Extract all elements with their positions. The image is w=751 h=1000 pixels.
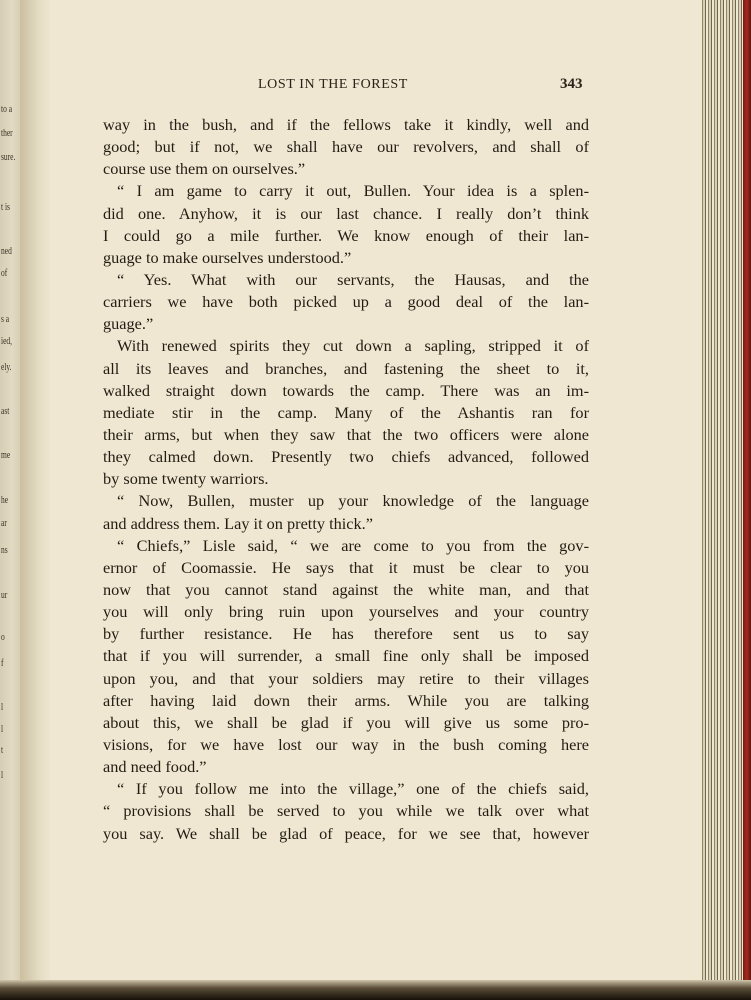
text-line: and need food.” xyxy=(103,757,207,777)
margin-fragment: ied, xyxy=(1,336,13,347)
page-body-text xyxy=(103,114,589,845)
text-line: “ provisions shall be served to you while we talk over what xyxy=(103,801,589,821)
margin-fragment: s a xyxy=(1,314,10,325)
page-edges xyxy=(700,0,751,1000)
text-line: “ I am game to carry it out, Bullen. Your idea is a splen- xyxy=(117,181,589,201)
book-gutter xyxy=(20,0,50,1000)
text-line: way in the bush, and if the fellows take it kindly, well and xyxy=(103,115,589,134)
text-line: “ Yes. What with our servants, the Hausas, and the xyxy=(117,269,589,289)
margin-fragment: ned xyxy=(1,246,12,257)
margin-fragment: me xyxy=(1,450,11,461)
text-line: mediate stir in the camp. Many of the Ashantis ran for xyxy=(103,402,589,422)
margin-fragment: ns xyxy=(1,545,8,556)
text-line: about this, we shall be glad if you will give us some pro- xyxy=(103,712,589,732)
text-line: carriers we have both picked up a good deal of the lan- xyxy=(103,292,589,312)
margin-fragment: ely. xyxy=(1,362,12,373)
text-line: “ Now, Bullen, muster up your knowledge of the language xyxy=(117,491,589,511)
text-line: by some twenty warriors. xyxy=(103,469,269,489)
text-line: I could go a mile further. We know enough of their lan- xyxy=(103,225,589,245)
text-line: you say. We shall be glad of peace, for we see that, however xyxy=(103,823,589,843)
text-line: after having laid down their arms. While you are talking xyxy=(103,690,589,710)
previous-page-edge xyxy=(0,0,21,1000)
text-line: their arms, but when they saw that the two officers were alone xyxy=(103,424,589,444)
text-line: visions, for we have lost our way in the bush coming here xyxy=(103,734,589,754)
margin-fragment: ast xyxy=(1,406,10,417)
margin-fragment: sure. xyxy=(1,152,16,163)
text-line: they calmed down. Presently two chiefs advanced, followed xyxy=(103,447,589,467)
margin-fragment: t is xyxy=(1,202,10,213)
book-cover-edge xyxy=(743,0,751,1000)
text-line: guage.” xyxy=(103,314,154,334)
running-title: LOST IN THE FOREST xyxy=(258,77,408,92)
margin-fragment: o xyxy=(1,632,5,643)
text-line: “ Chiefs,” Lisle said, “ we are come to you from the gov- xyxy=(117,535,589,555)
margin-fragment: he xyxy=(1,495,9,506)
text-line: With renewed spirits they cut down a sapling, stripped it of xyxy=(117,336,589,356)
margin-fragment: l xyxy=(1,724,4,735)
text-line: guage to make ourselves understood.” xyxy=(103,247,352,267)
text-line: upon you, and that your soldiers may retire to their villages xyxy=(103,668,589,688)
text-line: walked straight down towards the camp. There was an im- xyxy=(103,380,589,400)
margin-fragment: l xyxy=(1,702,4,713)
text-line: that if you will surrender, a small fine only shall be imposed xyxy=(103,646,589,666)
text-line: all its leaves and branches, and fastening the sheet to it, xyxy=(103,358,589,378)
margin-fragment: ar xyxy=(1,518,7,529)
text-line: course use them on ourselves.” xyxy=(103,159,306,179)
margin-fragment: ur xyxy=(1,590,8,601)
text-line: now that you cannot stand against the white man, and that xyxy=(103,579,589,599)
margin-fragment: l xyxy=(1,770,4,781)
text-line: you will only bring ruin upon yourselves and your country xyxy=(103,602,589,622)
margin-fragment: f xyxy=(1,658,4,669)
margin-fragment: ther xyxy=(1,128,13,139)
text-line: and address them. Lay it on pretty thick.” xyxy=(103,513,373,533)
margin-fragment: of xyxy=(1,268,8,279)
margin-fragment: t xyxy=(1,745,4,756)
bottom-shadow xyxy=(0,980,751,1000)
page-number: 343 xyxy=(560,76,583,92)
text-line: ernor of Coomassie. He says that it must be clear to you xyxy=(103,557,589,577)
text-line: did one. Anyhow, it is our last chance. I really don’t think xyxy=(103,203,589,223)
text-line: good; but if not, we shall have our revolvers, and shall of xyxy=(103,137,589,157)
text-line: “ If you follow me into the village,” one of the chiefs said, xyxy=(117,779,589,799)
text-line: by further resistance. He has therefore sent us to say xyxy=(103,624,589,644)
margin-fragment: to a xyxy=(1,104,13,115)
